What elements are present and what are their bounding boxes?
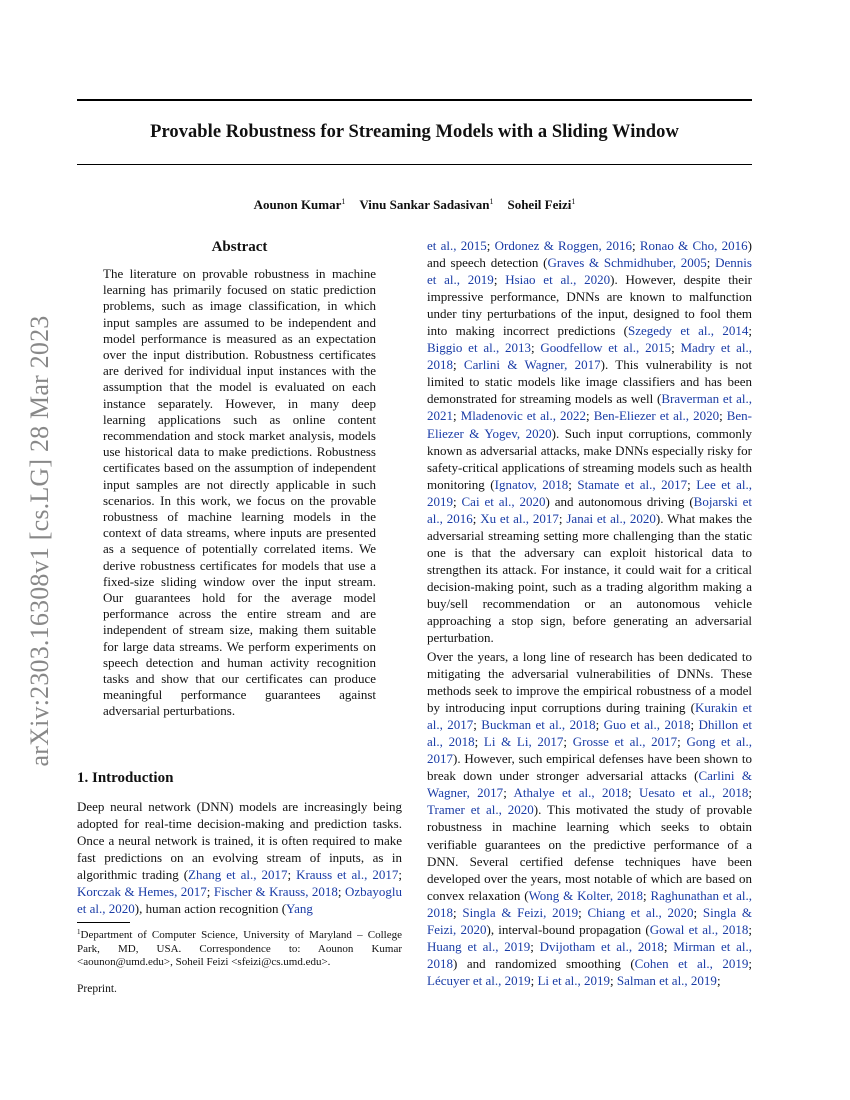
citation-link[interactable]: Ozbayoglu et al., 2020 — [77, 884, 402, 916]
citation-link[interactable]: Li et al., 2019 — [537, 972, 611, 988]
citation-link[interactable]: Kurakin et al., 2017 — [427, 700, 752, 733]
citation-link[interactable]: Singla & Feizi, 2019 — [462, 904, 579, 920]
citation-link[interactable]: Lee et al., 2019 — [427, 476, 753, 509]
citation-link[interactable]: Athalye et al., 2018 — [513, 785, 628, 801]
citation-link[interactable]: Mirman et al., 2018 — [427, 938, 753, 971]
preprint-label: Preprint. — [77, 983, 117, 995]
citation-link[interactable]: Grosse et al., 2017 — [572, 734, 678, 750]
section-heading-introduction: 1. Introduction — [77, 770, 174, 786]
right-column-paragraph-1: et al., 2015; Ordonez & Roggen, 2016; Ronao & Cho, 2016) and speech detection (Graves & Schmidhuber, 2005; Dennis et al., 2019; Hsiao et al., 2020). However, despite their impressive performance, DNNs are known to malfunction under tiny perturbations of the input, designed to fool them into making incorrect predictions (Szegedy et al., 2014; Biggio et al., 2013; Goodfellow et al., 2015; Madry et al., 2018; Carlini & Wagner, 2017). This vulnerability is not limited to static models like image classifiers and has been demonstrated for streaming models as well (Braverman et al., 2021; Mladenovic et al., 2022; Ben-Eliezer et al., 2020; Ben-Eliezer & Yogev, 2020). Such input corruptions, commonly known as adversarial attacks, make DNNs especially risky for safety-critical applications of streaming models such as health monitoring (Ignatov, 2018; Stamate et al., 2017; Lee et al., 2019; Cai et al., 2020) and autonomous driving (Bojarski et al., 2016; Xu et al., 2017; Janai et al., 2020). What makes the adversarial streaming setting more challenging than the static one is that the adversary can exploit historical data to strengthen its attack. For instance, it could wait for a critical decision-making point, such as a trading algorithm making a buy/sell recommendation or an autonomous vehicle approaching a stop sign, before generating an adversarial perturbation. — [427, 238, 753, 646]
affiliation-mark: 1 — [341, 197, 346, 206]
abstract-heading: Abstract — [211, 239, 268, 255]
citation-link[interactable]: Cohen et al., 2019 — [634, 955, 749, 971]
citation-link[interactable]: Biggio et al., 2013 — [427, 340, 531, 356]
citation-link[interactable]: Li & Li, 2017 — [483, 734, 564, 750]
citation-link[interactable]: et al., 2015 — [427, 238, 487, 253]
citation-link[interactable]: Lécuyer et al., 2019 — [427, 972, 531, 988]
citation-link[interactable]: Ben-Eliezer et al., 2020 — [593, 408, 720, 424]
abstract-text: The literature on provable robustness in machine learning has primarily focused on static prediction problems, such as image classification, in which input samples are assumed to be independent and model performance is measured as an expectation over the input distribution. Robustness certificates are derived for individual input instances with the assumption that the model is evaluated on each instance separately. However, in many deep learning applications such as online content recommendation and stock market analysis, models use historical data to make predictions. Robustness certificates based on the assumption of independent input samples are not directly applicable in such scenarios. In this work, we focus on the provable robustness of machine learning models in the context of data streams, where inputs are presented as a sequence of potentially correlated items. We derive robustness certificates for models that use a fixed-size sliding window over the input stream. Our guarantees hold for the average model performance across the entire stream and are independent of stream size, making them suitable for large data streams. We perform experiments on speech detection and human activity recognition tasks and show that our certificates can produce meaningful performance guarantees against adversarial perturbations. — [103, 266, 376, 719]
citation-link[interactable]: Ronao & Cho, 2016 — [639, 238, 748, 253]
citation-link[interactable]: Stamate et al., 2017 — [577, 476, 688, 492]
citation-link[interactable]: Ignatov, 2018 — [494, 476, 569, 492]
citation-link[interactable]: Ben-Eliezer & Yogev, 2020 — [427, 408, 752, 441]
citation-link[interactable]: Chiang et al., 2020 — [587, 904, 694, 920]
citation-link[interactable]: Korczak & Hemes, 2017 — [77, 884, 207, 899]
affiliation-footnote: $^1$Department of Computer Science, University of Maryland – College Park, MD, USA. Correspondence to: Aounon Kumar <aounon@umd.edu>, Soheil Feizi <sfeizi@cs.umd.edu>. — [77, 928, 402, 969]
citation-link[interactable]: Janai et al., 2020 — [566, 510, 656, 526]
citation-link[interactable]: Goodfellow et al., 2015 — [540, 340, 672, 356]
citation-link[interactable]: Fischer & Krauss, 2018 — [213, 884, 338, 899]
citation-link[interactable]: Wong & Kolter, 2018 — [528, 887, 643, 903]
right-column-paragraph-2: Over the years, a long line of research has been dedicated to mitigating the adversarial vulnerabilities of DNNs. These methods seek to improve the empirical robustness of a model by introducing input corruptions during training (Kurakin et al., 2017; Buckman et al., 2018; Guo et al., 2018; Dhillon et al., 2018; Li & Li, 2017; Grosse et al., 2017; Gong et al., 2017). However, such empirical defenses have been shown to break down under stronger adversarial attacks (Carlini & Wagner, 2017; Athalye et al., 2018; Uesato et al., 2018; Tramer et al., 2020). This motivated the study of provable robustness in machine learning which seeks to obtain verifiable guarantees on the predictive performance of a DNN. Several certified defense techniques have been developed over the years, most notable of which are based on convex relaxation (Wong & Kolter, 2018; Raghunathan et al., 2018; Singla & Feizi, 2019; Chiang et al., 2020; Singla & Feizi, 2020), interval-bound propagation (Gowal et al., 2018; Huang et al., 2019; Dvijotham et al., 2018; Mirman et al., 2018) and randomized smoothing (Cohen et al., 2019; Lécuyer et al., 2019; Li et al., 2019; Salman et al., 2019; — [427, 649, 753, 988]
paper-title: Provable Robustness for Streaming Models with a Sliding Window — [150, 122, 679, 142]
citation-link[interactable]: Guo et al., 2018 — [603, 717, 691, 733]
citation-link[interactable]: Carlini & Wagner, 2017 — [463, 357, 601, 373]
affiliation-mark: 1 — [489, 197, 494, 206]
citation-link[interactable]: Salman et al., 2019 — [616, 972, 717, 988]
title-rule-bottom — [77, 164, 752, 165]
affiliation-mark: 1 — [571, 197, 576, 206]
citation-link[interactable]: Graves & Schmidhuber, 2005 — [547, 255, 707, 271]
citation-link[interactable]: Dennis et al., 2019 — [427, 255, 752, 288]
citation-link[interactable]: Ordonez & Roggen, 2016 — [494, 238, 633, 253]
citation-link[interactable]: Yang — [286, 901, 313, 916]
citation-link[interactable]: Huang et al., 2019 — [427, 938, 531, 954]
title-rule-top — [77, 99, 752, 101]
citation-link[interactable]: Tramer et al., 2020 — [427, 802, 534, 818]
citation-link[interactable]: Buckman et al., 2018 — [481, 717, 596, 733]
citation-link[interactable]: Cai et al., 2020 — [461, 493, 546, 509]
intro-paragraph: Deep neural network (DNN) models are increasingly being adopted for real-time decision-making and prediction tasks. Once a neural network is trained, it is often required to make fast predictions on an evolving stream of inputs, as in algorithmic trading (Zhang et al., 2017; Krauss et al., 2017; Korczak & Hemes, 2017; Fischer & Krauss, 2018; Ozbayoglu et al., 2020), human action recognition (Yang — [77, 799, 402, 916]
citation-link[interactable]: Raghunathan et al., 2018 — [427, 887, 753, 920]
citation-link[interactable]: Szegedy et al., 2014 — [627, 323, 749, 339]
arxiv-identifier — [20, 291, 60, 791]
author-name: Vinu Sankar Sadasivan — [359, 197, 490, 212]
citation-link[interactable]: Xu et al., 2017 — [480, 510, 559, 526]
citation-link[interactable]: Braverman et al., 2021 — [427, 391, 752, 424]
citation-link[interactable]: Uesato et al., 2018 — [638, 785, 749, 801]
citation-link[interactable]: Hsiao et al., 2020 — [505, 272, 611, 288]
author-list — [77, 197, 752, 213]
citation-link[interactable]: Zhang et al., 2017 — [188, 867, 288, 882]
author-name: Aounon Kumar — [253, 197, 342, 212]
citation-link[interactable]: Gowal et al., 2018 — [649, 921, 749, 937]
arxiv-identifier-text: arXiv:2303.16308v1 [cs.LG] 28 Mar 2023 — [25, 315, 54, 767]
citation-link[interactable]: Krauss et al., 2017 — [296, 867, 399, 882]
footnote-rule — [77, 922, 130, 923]
citation-link[interactable]: Singla & Feizi, 2020 — [427, 904, 752, 937]
citation-link[interactable]: Carlini & Wagner, 2017 — [427, 768, 752, 801]
citation-link[interactable]: Bojarski et al., 2016 — [427, 493, 752, 526]
author-name: Soheil Feizi — [507, 197, 572, 212]
citation-link[interactable]: Dvijotham et al., 2018 — [539, 938, 664, 954]
citation-link[interactable]: Dhillon et al., 2018 — [427, 717, 752, 750]
citation-link[interactable]: Mladenovic et al., 2022 — [460, 408, 587, 424]
citation-link[interactable]: Gong et al., 2017 — [427, 734, 753, 767]
citation-link[interactable]: Madry et al., 2018 — [427, 340, 752, 373]
